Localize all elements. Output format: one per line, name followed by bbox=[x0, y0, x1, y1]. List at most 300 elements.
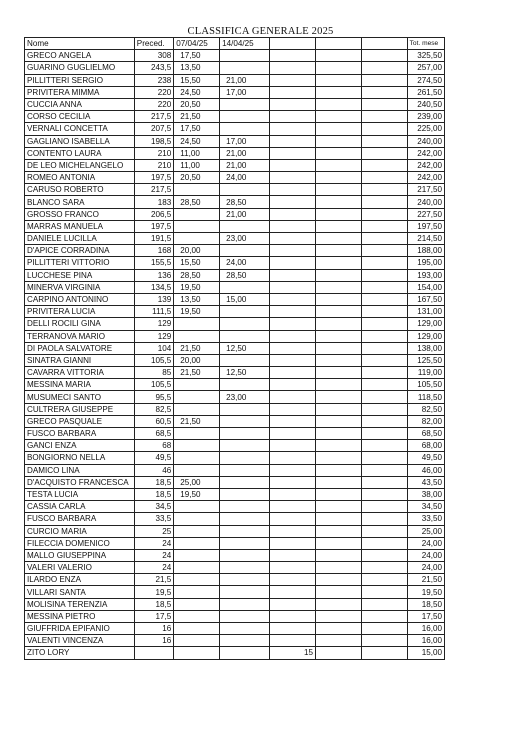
row-extra bbox=[270, 452, 316, 464]
row-total: 195,00 bbox=[407, 257, 444, 269]
row-name: CAVARRA VITTORIA bbox=[25, 367, 135, 379]
row-empty-1 bbox=[315, 379, 361, 391]
row-date-1: 11,00 bbox=[174, 159, 220, 171]
row-preced: 104 bbox=[134, 342, 173, 354]
row-name: CONTENTO LAURA bbox=[25, 147, 135, 159]
row-empty-1 bbox=[315, 562, 361, 574]
table-row bbox=[25, 269, 445, 281]
row-empty-2 bbox=[361, 220, 407, 232]
table-row bbox=[25, 342, 445, 354]
table-row bbox=[25, 86, 445, 98]
row-preced: 197,5 bbox=[134, 220, 173, 232]
row-extra bbox=[270, 220, 316, 232]
table-row bbox=[25, 488, 445, 500]
row-empty-2 bbox=[361, 647, 407, 659]
table-row bbox=[25, 428, 445, 440]
row-date-2 bbox=[220, 379, 270, 391]
row-total: 131,00 bbox=[407, 306, 444, 318]
row-name: MOLISINA TERENZIA bbox=[25, 598, 135, 610]
row-empty-1 bbox=[315, 269, 361, 281]
row-name: MUSUMECI SANTO bbox=[25, 391, 135, 403]
row-extra bbox=[270, 415, 316, 427]
row-name: GRECO ANGELA bbox=[25, 50, 135, 62]
row-empty-2 bbox=[361, 330, 407, 342]
row-total: 325,50 bbox=[407, 50, 444, 62]
row-extra bbox=[270, 610, 316, 622]
row-name: DI PAOLA SALVATORE bbox=[25, 342, 135, 354]
row-total: 240,00 bbox=[407, 196, 444, 208]
row-date-1 bbox=[174, 464, 220, 476]
table-row bbox=[25, 403, 445, 415]
row-preced: 111,5 bbox=[134, 306, 173, 318]
row-empty-2 bbox=[361, 525, 407, 537]
row-empty-1 bbox=[315, 86, 361, 98]
row-date-2 bbox=[220, 123, 270, 135]
row-name: VERNALI CONCETTA bbox=[25, 123, 135, 135]
table-row bbox=[25, 159, 445, 171]
row-date-1: 19,50 bbox=[174, 306, 220, 318]
row-name: CUCCIA ANNA bbox=[25, 98, 135, 110]
row-total: 82,50 bbox=[407, 403, 444, 415]
row-name: ROMEO ANTONIA bbox=[25, 172, 135, 184]
row-total: 34,50 bbox=[407, 501, 444, 513]
row-extra bbox=[270, 98, 316, 110]
table-row bbox=[25, 318, 445, 330]
row-date-2 bbox=[220, 623, 270, 635]
row-name: PRIVITERA LUCIA bbox=[25, 306, 135, 318]
row-preced: 85 bbox=[134, 367, 173, 379]
row-date-2 bbox=[220, 598, 270, 610]
row-empty-2 bbox=[361, 172, 407, 184]
header-date-2: 14/04/25 bbox=[220, 38, 270, 50]
row-total: 225,00 bbox=[407, 123, 444, 135]
row-extra bbox=[270, 549, 316, 561]
row-total: 21,50 bbox=[407, 574, 444, 586]
row-extra bbox=[270, 269, 316, 281]
row-name: TERRANOVA MARIO bbox=[25, 330, 135, 342]
row-date-1 bbox=[174, 440, 220, 452]
row-total: 129,00 bbox=[407, 330, 444, 342]
row-preced: 60,5 bbox=[134, 415, 173, 427]
row-date-1: 15,50 bbox=[174, 257, 220, 269]
row-name: GAGLIANO ISABELLA bbox=[25, 135, 135, 147]
row-date-1: 19,50 bbox=[174, 488, 220, 500]
row-date-2 bbox=[220, 488, 270, 500]
row-preced: 139 bbox=[134, 293, 173, 305]
row-preced: 18,5 bbox=[134, 488, 173, 500]
row-total: 261,50 bbox=[407, 86, 444, 98]
table-row bbox=[25, 184, 445, 196]
row-extra bbox=[270, 257, 316, 269]
row-date-2 bbox=[220, 635, 270, 647]
row-empty-2 bbox=[361, 98, 407, 110]
row-date-1: 20,00 bbox=[174, 245, 220, 257]
row-empty-1 bbox=[315, 623, 361, 635]
table-row bbox=[25, 476, 445, 488]
row-empty-2 bbox=[361, 513, 407, 525]
row-name: BONGIORNO NELLA bbox=[25, 452, 135, 464]
row-date-1: 24,50 bbox=[174, 135, 220, 147]
row-empty-2 bbox=[361, 537, 407, 549]
row-total: 119,00 bbox=[407, 367, 444, 379]
table-row bbox=[25, 379, 445, 391]
row-date-2: 15,00 bbox=[220, 293, 270, 305]
row-empty-2 bbox=[361, 501, 407, 513]
table-row bbox=[25, 293, 445, 305]
row-date-2 bbox=[220, 525, 270, 537]
row-date-1: 20,50 bbox=[174, 172, 220, 184]
row-date-1 bbox=[174, 184, 220, 196]
ranking-table bbox=[24, 37, 445, 660]
row-date-2 bbox=[220, 50, 270, 62]
row-empty-2 bbox=[361, 306, 407, 318]
row-date-1: 24,50 bbox=[174, 86, 220, 98]
row-empty-2 bbox=[361, 598, 407, 610]
row-empty-2 bbox=[361, 623, 407, 635]
row-total: 138,00 bbox=[407, 342, 444, 354]
row-date-2 bbox=[220, 403, 270, 415]
row-date-2 bbox=[220, 537, 270, 549]
row-preced: 16 bbox=[134, 635, 173, 647]
row-total: 240,50 bbox=[407, 98, 444, 110]
row-empty-1 bbox=[315, 159, 361, 171]
row-empty-2 bbox=[361, 610, 407, 622]
row-preced: 129 bbox=[134, 318, 173, 330]
row-preced: 24 bbox=[134, 562, 173, 574]
row-extra bbox=[270, 391, 316, 403]
row-extra bbox=[270, 123, 316, 135]
row-empty-2 bbox=[361, 488, 407, 500]
row-date-1 bbox=[174, 525, 220, 537]
row-empty-2 bbox=[361, 159, 407, 171]
row-empty-2 bbox=[361, 147, 407, 159]
row-total: 38,00 bbox=[407, 488, 444, 500]
row-extra bbox=[270, 635, 316, 647]
table-row bbox=[25, 220, 445, 232]
row-date-2: 12,50 bbox=[220, 342, 270, 354]
row-empty-1 bbox=[315, 74, 361, 86]
table-row bbox=[25, 574, 445, 586]
row-date-2 bbox=[220, 354, 270, 366]
table-row bbox=[25, 391, 445, 403]
table-row bbox=[25, 62, 445, 74]
row-total: 68,50 bbox=[407, 428, 444, 440]
row-date-2: 21,00 bbox=[220, 74, 270, 86]
row-preced: 217,5 bbox=[134, 111, 173, 123]
row-date-1 bbox=[174, 635, 220, 647]
row-date-2: 21,00 bbox=[220, 159, 270, 171]
row-name: CARPINO ANTONINO bbox=[25, 293, 135, 305]
row-total: 18,50 bbox=[407, 598, 444, 610]
row-date-1 bbox=[174, 501, 220, 513]
row-date-1 bbox=[174, 610, 220, 622]
row-empty-2 bbox=[361, 196, 407, 208]
table-row bbox=[25, 196, 445, 208]
row-date-2 bbox=[220, 62, 270, 74]
header-total: Tot. mese bbox=[407, 38, 444, 50]
row-date-2 bbox=[220, 501, 270, 513]
row-name: DELLI ROCILI GINA bbox=[25, 318, 135, 330]
row-empty-1 bbox=[315, 281, 361, 293]
row-preced: 18,5 bbox=[134, 476, 173, 488]
table-row bbox=[25, 367, 445, 379]
row-empty-2 bbox=[361, 184, 407, 196]
row-preced: 217,5 bbox=[134, 184, 173, 196]
row-date-1 bbox=[174, 220, 220, 232]
row-name: ZITO LORY bbox=[25, 647, 135, 659]
row-name: D'ACQUISTO FRANCESCA bbox=[25, 476, 135, 488]
row-extra bbox=[270, 306, 316, 318]
row-preced: 206,5 bbox=[134, 208, 173, 220]
row-preced: 68,5 bbox=[134, 428, 173, 440]
row-empty-1 bbox=[315, 440, 361, 452]
row-empty-2 bbox=[361, 586, 407, 598]
row-date-2 bbox=[220, 647, 270, 659]
row-name: GUARINO GUGLIELMO bbox=[25, 62, 135, 74]
row-preced: 155,5 bbox=[134, 257, 173, 269]
row-date-1: 17,50 bbox=[174, 50, 220, 62]
header-empty-2 bbox=[315, 38, 361, 50]
row-empty-2 bbox=[361, 440, 407, 452]
row-total: 154,00 bbox=[407, 281, 444, 293]
row-preced: 25 bbox=[134, 525, 173, 537]
row-empty-2 bbox=[361, 367, 407, 379]
row-extra bbox=[270, 172, 316, 184]
row-name: CULTRERA GIUSEPPE bbox=[25, 403, 135, 415]
row-total: 129,00 bbox=[407, 318, 444, 330]
row-empty-2 bbox=[361, 269, 407, 281]
row-preced: 197,5 bbox=[134, 172, 173, 184]
row-extra bbox=[270, 293, 316, 305]
row-preced: 105,5 bbox=[134, 354, 173, 366]
row-date-1 bbox=[174, 537, 220, 549]
row-date-2 bbox=[220, 98, 270, 110]
row-date-2: 17,00 bbox=[220, 135, 270, 147]
row-total: 167,50 bbox=[407, 293, 444, 305]
table-row bbox=[25, 111, 445, 123]
row-date-1 bbox=[174, 562, 220, 574]
row-preced: 210 bbox=[134, 147, 173, 159]
row-date-2 bbox=[220, 464, 270, 476]
row-name: CASSIA CARLA bbox=[25, 501, 135, 513]
row-date-2 bbox=[220, 184, 270, 196]
table-row bbox=[25, 440, 445, 452]
row-empty-2 bbox=[361, 293, 407, 305]
row-empty-1 bbox=[315, 184, 361, 196]
row-empty-2 bbox=[361, 135, 407, 147]
table-row bbox=[25, 452, 445, 464]
row-date-2: 17,00 bbox=[220, 86, 270, 98]
row-total: 24,00 bbox=[407, 549, 444, 561]
row-empty-1 bbox=[315, 208, 361, 220]
row-total: 68,00 bbox=[407, 440, 444, 452]
row-empty-2 bbox=[361, 574, 407, 586]
row-extra bbox=[270, 428, 316, 440]
row-preced: 136 bbox=[134, 269, 173, 281]
row-preced: 243,5 bbox=[134, 62, 173, 74]
row-date-1 bbox=[174, 623, 220, 635]
row-date-2: 24,00 bbox=[220, 257, 270, 269]
table-row bbox=[25, 537, 445, 549]
row-date-2: 28,50 bbox=[220, 196, 270, 208]
row-extra bbox=[270, 464, 316, 476]
row-date-1: 21,50 bbox=[174, 415, 220, 427]
table-row bbox=[25, 635, 445, 647]
row-empty-2 bbox=[361, 74, 407, 86]
row-date-2 bbox=[220, 574, 270, 586]
row-total: 217,50 bbox=[407, 184, 444, 196]
row-empty-1 bbox=[315, 464, 361, 476]
row-date-2 bbox=[220, 306, 270, 318]
row-preced: 19,5 bbox=[134, 586, 173, 598]
row-date-1: 21,50 bbox=[174, 367, 220, 379]
table-row bbox=[25, 647, 445, 659]
table-row bbox=[25, 50, 445, 62]
table-row bbox=[25, 281, 445, 293]
row-extra bbox=[270, 379, 316, 391]
row-empty-1 bbox=[315, 196, 361, 208]
row-date-1: 21,50 bbox=[174, 342, 220, 354]
row-name: TESTA LUCIA bbox=[25, 488, 135, 500]
row-total: 46,00 bbox=[407, 464, 444, 476]
row-name: CARUSO ROBERTO bbox=[25, 184, 135, 196]
row-empty-1 bbox=[315, 330, 361, 342]
table-row bbox=[25, 415, 445, 427]
header-date-1: 07/04/25 bbox=[174, 38, 220, 50]
row-date-2 bbox=[220, 562, 270, 574]
row-total: 24,00 bbox=[407, 537, 444, 549]
row-empty-1 bbox=[315, 586, 361, 598]
row-empty-2 bbox=[361, 549, 407, 561]
row-name: DE LEO MICHELANGELO bbox=[25, 159, 135, 171]
row-empty-1 bbox=[315, 123, 361, 135]
table-row bbox=[25, 464, 445, 476]
table-row bbox=[25, 330, 445, 342]
row-extra bbox=[270, 318, 316, 330]
table-row bbox=[25, 257, 445, 269]
row-extra bbox=[270, 86, 316, 98]
row-empty-2 bbox=[361, 208, 407, 220]
row-date-1 bbox=[174, 391, 220, 403]
table-row bbox=[25, 172, 445, 184]
row-extra bbox=[270, 233, 316, 245]
row-total: 197,50 bbox=[407, 220, 444, 232]
row-empty-1 bbox=[315, 354, 361, 366]
row-date-1: 28,50 bbox=[174, 269, 220, 281]
row-total: 242,00 bbox=[407, 159, 444, 171]
table-row bbox=[25, 623, 445, 635]
page-title: CLASSIFICA GENERALE 2025 bbox=[187, 26, 334, 37]
row-empty-1 bbox=[315, 306, 361, 318]
row-date-1: 13,50 bbox=[174, 293, 220, 305]
row-preced: 168 bbox=[134, 245, 173, 257]
row-date-2: 21,00 bbox=[220, 147, 270, 159]
row-date-2 bbox=[220, 513, 270, 525]
row-name: D'APICE CORRADINA bbox=[25, 245, 135, 257]
row-empty-1 bbox=[315, 135, 361, 147]
row-preced: 33,5 bbox=[134, 513, 173, 525]
table-row bbox=[25, 233, 445, 245]
row-extra bbox=[270, 367, 316, 379]
row-preced: 210 bbox=[134, 159, 173, 171]
row-total: 15,00 bbox=[407, 647, 444, 659]
row-date-2: 23,00 bbox=[220, 233, 270, 245]
table-row bbox=[25, 98, 445, 110]
row-date-2 bbox=[220, 245, 270, 257]
row-date-1 bbox=[174, 452, 220, 464]
table-row bbox=[25, 549, 445, 561]
table-row bbox=[25, 74, 445, 86]
table-row bbox=[25, 306, 445, 318]
table-row bbox=[25, 245, 445, 257]
row-total: 274,50 bbox=[407, 74, 444, 86]
row-empty-2 bbox=[361, 464, 407, 476]
row-name: DAMICO LINA bbox=[25, 464, 135, 476]
row-total: 193,00 bbox=[407, 269, 444, 281]
row-date-2 bbox=[220, 549, 270, 561]
row-extra bbox=[270, 488, 316, 500]
row-empty-2 bbox=[361, 354, 407, 366]
row-preced: 18,5 bbox=[134, 598, 173, 610]
row-empty-1 bbox=[315, 245, 361, 257]
row-empty-1 bbox=[315, 525, 361, 537]
row-date-2 bbox=[220, 318, 270, 330]
row-extra bbox=[270, 476, 316, 488]
row-date-1: 21,50 bbox=[174, 111, 220, 123]
row-extra bbox=[270, 184, 316, 196]
row-extra bbox=[270, 513, 316, 525]
row-date-2 bbox=[220, 440, 270, 452]
row-date-1: 13,50 bbox=[174, 62, 220, 74]
row-total: 242,00 bbox=[407, 172, 444, 184]
row-date-1: 20,50 bbox=[174, 98, 220, 110]
row-date-2: 23,00 bbox=[220, 391, 270, 403]
row-total: 125,50 bbox=[407, 354, 444, 366]
row-extra bbox=[270, 62, 316, 74]
row-date-2 bbox=[220, 610, 270, 622]
row-preced: 134,5 bbox=[134, 281, 173, 293]
row-date-2 bbox=[220, 111, 270, 123]
row-empty-1 bbox=[315, 488, 361, 500]
row-empty-2 bbox=[361, 342, 407, 354]
table-row bbox=[25, 586, 445, 598]
row-total: 17,50 bbox=[407, 610, 444, 622]
table-header-row bbox=[25, 38, 445, 50]
row-date-1: 17,50 bbox=[174, 123, 220, 135]
row-name: MARRAS MANUELA bbox=[25, 220, 135, 232]
row-name: PILLITTERI VITTORIO bbox=[25, 257, 135, 269]
row-extra bbox=[270, 537, 316, 549]
row-name: CURCIO MARIA bbox=[25, 525, 135, 537]
row-extra bbox=[270, 135, 316, 147]
row-date-1: 19,50 bbox=[174, 281, 220, 293]
row-date-1 bbox=[174, 549, 220, 561]
row-date-2 bbox=[220, 428, 270, 440]
row-extra bbox=[270, 525, 316, 537]
row-empty-2 bbox=[361, 635, 407, 647]
row-total: 24,00 bbox=[407, 562, 444, 574]
row-name: LUCCHESE PINA bbox=[25, 269, 135, 281]
row-empty-1 bbox=[315, 610, 361, 622]
header-name: Nome bbox=[25, 38, 135, 50]
row-preced: 82,5 bbox=[134, 403, 173, 415]
row-empty-1 bbox=[315, 501, 361, 513]
row-name: CORSO CECILIA bbox=[25, 111, 135, 123]
row-date-1: 11,00 bbox=[174, 147, 220, 159]
row-total: 214,50 bbox=[407, 233, 444, 245]
row-date-1 bbox=[174, 647, 220, 659]
row-name: VILLARI SANTA bbox=[25, 586, 135, 598]
